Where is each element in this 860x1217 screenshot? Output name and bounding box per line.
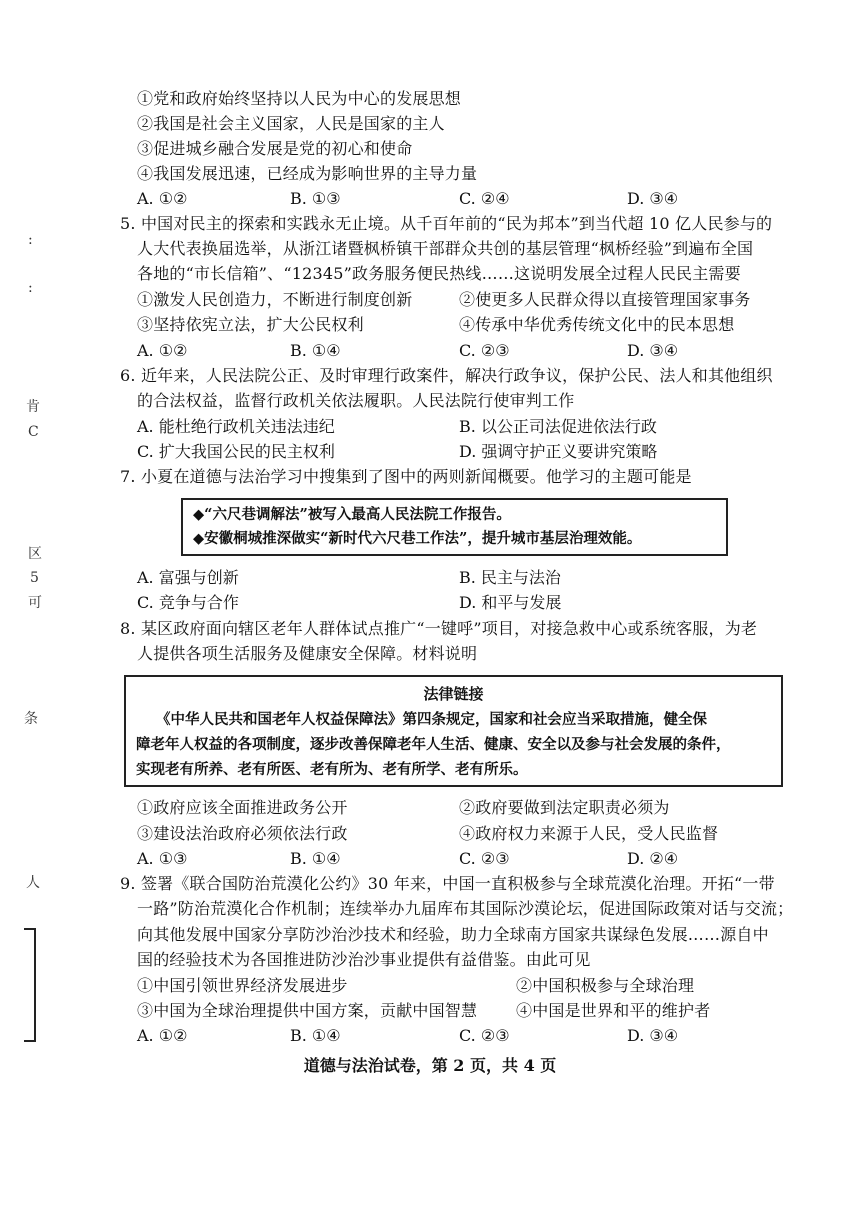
q9-stem: 一路”防治荒漠化合作机制；连续举办九届库布其国际沙漠论坛，促进国际政策对话与交流；	[137, 899, 794, 918]
q9-option-d[interactable]: D. ③④	[627, 1026, 679, 1045]
q8-option-b[interactable]: B. ①④	[290, 849, 341, 868]
q8-statement: ④政府权力来源于人民，受人民监督	[459, 824, 719, 843]
q9-option-b[interactable]: B. ①④	[290, 1026, 341, 1045]
law-link-text: 实现老有所养、老有所医、老有所为、老有所学、老有所乐。	[136, 761, 528, 778]
margin-mark: C	[28, 424, 39, 440]
law-link-text: 《中华人民共和国老年人权益保障法》第四条规定，国家和社会应当采取措施，健全保	[156, 711, 707, 728]
q8-statement: ②政府要做到法定职责必须为	[459, 798, 670, 817]
law-link-title: 法律链接	[423, 685, 484, 703]
q8-statement: ③建设法治政府必须依法行政	[137, 824, 348, 843]
q8-option-c[interactable]: C. ②③	[459, 849, 510, 868]
q5-statement: ④传承中华优秀传统文化中的民本思想	[459, 315, 735, 334]
q5-stem: 5. 中国对民主的探索和实践永无止境。从千百年前的“民为邦本”到当代超 10 亿人民参与的	[120, 214, 773, 233]
q8-option-a[interactable]: A. ①③	[137, 849, 188, 868]
q7-option-a[interactable]: A. 富强与创新	[137, 568, 239, 587]
q5-option-a[interactable]: A. ①②	[137, 341, 188, 360]
q4-statement: ④我国发展迅速，已经成为影响世界的主导力量	[137, 164, 478, 183]
page-footer: 道德与法治试卷，第 2 页，共 4 页	[303, 1056, 557, 1075]
margin-mark: 区	[28, 546, 42, 562]
q9-option-a[interactable]: A. ①②	[137, 1026, 188, 1045]
q6-option-a[interactable]: A. 能杜绝行政机关违法违纪	[137, 417, 335, 436]
q7-option-c[interactable]: C. 竞争与合作	[137, 593, 239, 612]
q9-statement: ③中国为全球治理提供中国方案，贡献中国智慧	[137, 1001, 478, 1020]
q9-statement: ④中国是世界和平的维护者	[516, 1001, 711, 1020]
margin-mark: 可	[28, 595, 42, 611]
q8-statement: ①政府应该全面推进政务公开	[137, 798, 348, 817]
margin-mark: 肯	[26, 399, 40, 415]
q9-statement: ②中国积极参与全球治理	[516, 976, 695, 995]
q6-stem: 的合法权益，监督行政机关依法履职。人民法院行使审判工作	[137, 391, 575, 410]
q5-stem: 人大代表换届选举，从浙江诸暨枫桥镇干部群众共创的基层管理“枫桥经验”到遍布全国	[137, 239, 754, 258]
q7-stem: 7. 小夏在道德与法治学习中搜集到了图中的两则新闻概要。他学习的主题可能是	[120, 467, 692, 486]
margin-mark: 人	[26, 875, 40, 891]
q4-statement: ①党和政府始终坚持以人民为中心的发展思想	[137, 89, 462, 108]
q5-option-b[interactable]: B. ①④	[290, 341, 341, 360]
q7-news-box	[181, 498, 728, 556]
q6-stem: 6. 近年来，人民法院公正、及时审理行政案件，解决行政争议，保护公民、法人和其他组织	[120, 366, 773, 385]
q4-statement: ③促进城乡融合发展是党的初心和使命	[137, 139, 413, 158]
q4-option-b[interactable]: B. ①③	[290, 189, 341, 208]
q4-option-c[interactable]: C. ②④	[459, 189, 510, 208]
q5-statement: ①激发人民创造力，不断进行制度创新	[137, 290, 413, 309]
q4-option-a[interactable]: A. ①②	[137, 189, 188, 208]
q7-option-d[interactable]: D. 和平与发展	[459, 593, 562, 612]
margin-mark: :	[28, 232, 33, 248]
q7-news-item: ◆“六尺巷调解法”被写入最高人民法院工作报告。	[193, 506, 511, 523]
law-link-text: 障老年人权益的各项制度，逐步改善保障老年人生活、健康、安全以及参与社会发展的条件，	[136, 736, 731, 753]
q9-stem: 9. 签署《联合国防治荒漠化公约》30 年来，中国一直积极参与全球荒漠化治理。开拓“一带	[120, 874, 775, 893]
q6-option-c[interactable]: C. 扩大我国公民的民主权利	[137, 442, 335, 461]
q7-news-item: ◆安徽桐城推深做实“新时代六尺巷工作法”，提升城市基层治理效能。	[193, 530, 642, 547]
q9-stem: 国的经验技术为各国推进防沙治沙事业提供有益借鉴。由此可见	[137, 950, 591, 969]
q7-option-b[interactable]: B. 民主与法治	[459, 568, 561, 587]
q8-stem: 8. 某区政府面向辖区老年人群体试点推广“一键呼”项目，对接急救中心或系统客服，为老	[120, 619, 758, 638]
margin-mark: 条	[24, 711, 38, 727]
q9-option-c[interactable]: C. ②③	[459, 1026, 510, 1045]
q8-option-d[interactable]: D. ②④	[627, 849, 679, 868]
margin-mark: 5	[30, 570, 39, 586]
q6-option-d[interactable]: D. 强调守护正义要讲究策略	[459, 442, 658, 461]
q5-stem: 各地的“市长信箱”、“12345”政务服务便民热线……这说明发展全过程人民民主需要	[137, 264, 741, 283]
q5-statement: ③坚持依宪立法，扩大公民权利	[137, 315, 364, 334]
q9-statement: ①中国引领世界经济发展进步	[137, 976, 348, 995]
q9-stem: 向其他发展中国家分享防沙治沙技术和经验，助力全球南方国家共谋绿色发展……源自中	[137, 925, 769, 944]
q4-statement: ②我国是社会主义国家，人民是国家的主人	[137, 114, 445, 133]
q5-statement: ②使更多人民群众得以直接管理国家事务	[459, 290, 751, 309]
q8-law-link-box	[124, 675, 783, 787]
margin-mark: :	[28, 280, 33, 296]
q5-option-c[interactable]: C. ②③	[459, 341, 510, 360]
q4-option-d[interactable]: D. ③④	[627, 189, 679, 208]
q6-option-b[interactable]: B. 以公正司法促进依法行政	[459, 417, 657, 436]
binding-bracket	[24, 928, 36, 1042]
q5-option-d[interactable]: D. ③④	[627, 341, 679, 360]
q8-stem: 人提供各项生活服务及健康安全保障。材料说明	[137, 644, 478, 663]
